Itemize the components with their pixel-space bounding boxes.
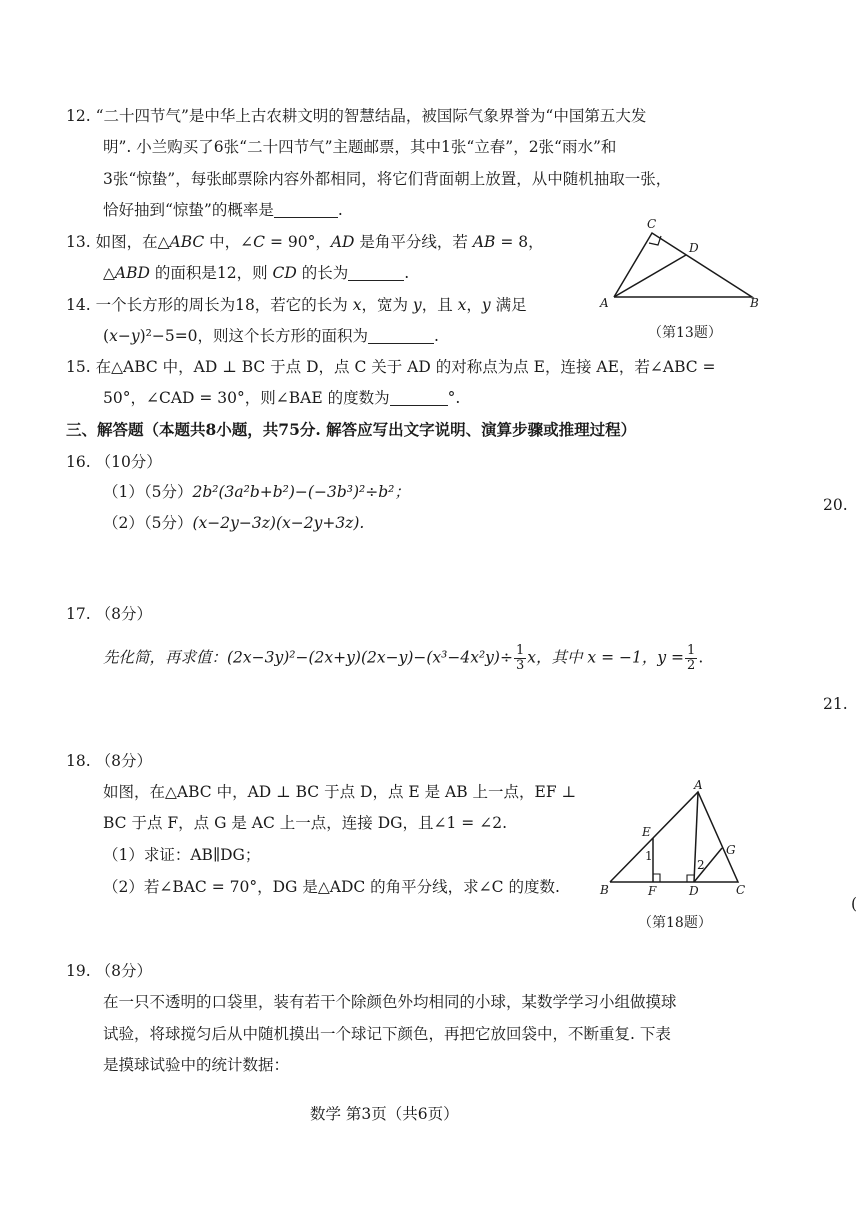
q13-var: C bbox=[253, 233, 266, 251]
segment-ad bbox=[614, 255, 686, 297]
q16-part1-label: （1）（5分） bbox=[103, 483, 193, 501]
q18-line2: BC 于点 F，点 G 是 AC 上一点，连接 DG，且∠1 = ∠2. bbox=[103, 814, 507, 832]
label-f: F bbox=[648, 884, 657, 898]
frac-denominator: 2 bbox=[687, 658, 696, 673]
q13-text: 中，∠ bbox=[204, 233, 254, 251]
figure-18-caption: （第18题） bbox=[638, 915, 712, 931]
q12-line3: 3张“惊蛰”，每张邮票除内容外都相同，将它们背面朝上放置，从中随机抽取一张， bbox=[103, 170, 672, 188]
q14-text: 14. 一个长方形的周长为18，若它的长为 bbox=[66, 296, 353, 314]
label-d: D bbox=[689, 241, 699, 255]
q16-part1 bbox=[103, 481, 410, 503]
q16-header: 16. （10分） bbox=[66, 453, 162, 471]
q18-part1: （1）求证：AB∥DG； bbox=[103, 846, 261, 864]
q15-text: 50°，∠CAD = 30°，则∠BAE 的度数为 bbox=[103, 389, 390, 407]
q12-line1: 12. “二十四节气”是中华上古农耕文明的智慧结晶，被国际气象界誉为“中国第五大发 bbox=[66, 107, 647, 125]
q14-text: ，且 bbox=[421, 296, 458, 314]
q12-period: . bbox=[337, 201, 343, 219]
q15-line1: 15. 在△ABC 中，AD ⊥ BC 于点 D，点 C 关于 AD 的对称点为点 E，连接 AE，若∠ABC = bbox=[66, 358, 716, 376]
side-number-21: 21. bbox=[823, 695, 848, 713]
q13-var: ABD bbox=[114, 264, 150, 282]
q18-part2: （2）若∠BAC = 70°，DG 是△ADC 的角平分线，求∠C 的度数. bbox=[103, 878, 560, 896]
q16-part2-label: （2）（5分） bbox=[103, 514, 193, 532]
q15-text: °. bbox=[447, 389, 461, 407]
q14-text: ， bbox=[466, 296, 482, 314]
q14-period: . bbox=[434, 327, 439, 345]
q18-header: 18. （8分） bbox=[66, 752, 152, 770]
q14-text: − bbox=[117, 327, 131, 345]
q13-text: = 90°， bbox=[265, 233, 331, 251]
label-b: B bbox=[600, 883, 609, 897]
q12-answer-blank[interactable] bbox=[274, 201, 338, 218]
figure-13 bbox=[596, 215, 766, 315]
q19-header: 19. （8分） bbox=[66, 962, 152, 980]
label-c: C bbox=[736, 883, 746, 897]
triangle-abc bbox=[610, 792, 738, 882]
figure-13-caption: （第13题） bbox=[648, 325, 722, 341]
q14-var-x: x bbox=[109, 327, 118, 345]
q15-answer-blank[interactable] bbox=[390, 389, 448, 406]
q17-fraction-one-half bbox=[685, 644, 697, 673]
frac-numerator: 1 bbox=[687, 643, 696, 658]
q12-line2: 明”. 小兰购买了6张“二十四节气”主题邮票，其中1张“立春”，2张“雨水”和 bbox=[103, 138, 617, 156]
q13-text: 是角平分线，若 bbox=[354, 233, 473, 251]
q13-answer-blank[interactable] bbox=[348, 264, 404, 281]
q12-text: 恰好抽到“惊蛰”的概率是 bbox=[103, 201, 274, 219]
q12-line4 bbox=[103, 199, 343, 221]
triangle-abc bbox=[614, 233, 752, 297]
q17-expr: x，其中 x = −1，y = bbox=[527, 648, 685, 667]
label-c: C bbox=[647, 217, 657, 231]
q14-text: ，宽为 bbox=[361, 296, 413, 314]
q16-part2 bbox=[103, 512, 364, 534]
q19-line2: 试验，将球搅匀后从中随机摸出一个球记下颜色，再把它放回袋中，不断重复. 下表 bbox=[103, 1025, 671, 1043]
q14-line2 bbox=[103, 325, 439, 347]
q19-line1: 在一只不透明的口袋里，装有若干个除颜色外均相同的小球，某数学学习小组做摸球 bbox=[103, 993, 677, 1011]
q13-var: ABC bbox=[169, 233, 205, 251]
q13-period: . bbox=[404, 264, 410, 282]
label-e: E bbox=[642, 825, 651, 839]
q17-body bbox=[103, 644, 703, 673]
right-angle-mark-f bbox=[653, 874, 660, 882]
q15-line2 bbox=[103, 387, 460, 409]
q17-header: 17. （8分） bbox=[66, 605, 152, 623]
side-number-20: 20. bbox=[823, 496, 848, 514]
q14-var-y: y bbox=[130, 327, 140, 345]
right-angle-mark-d bbox=[687, 875, 694, 882]
q13-line2 bbox=[103, 262, 409, 284]
q17-period: . bbox=[698, 648, 704, 667]
q13-text: 13. 如图，在△ bbox=[66, 233, 170, 251]
q14-line1 bbox=[66, 294, 527, 316]
q13-text: = 8， bbox=[495, 233, 544, 251]
side-paren: ( bbox=[851, 895, 858, 913]
q13-text: 的长为 bbox=[296, 264, 349, 282]
q18-line1: 如图，在△ABC 中，AD ⊥ BC 于点 D，点 E 是 AB 上一点，EF ⊥ bbox=[103, 783, 577, 801]
q13-text: 的面积是12，则 bbox=[149, 264, 273, 282]
q17-fraction-one-third bbox=[514, 644, 526, 673]
q16-part1-expr: 2b²(3a²b+b²)−(−3b³)²÷b²； bbox=[192, 483, 410, 501]
q13-line1 bbox=[66, 231, 544, 253]
q13-var: AB bbox=[472, 233, 496, 251]
label-angle-1: 1 bbox=[645, 849, 653, 863]
q14-text: ( bbox=[103, 327, 110, 345]
q16-part2-expr: (x−2y−3z)(x−2y+3z). bbox=[192, 514, 365, 532]
q13-var: CD bbox=[272, 264, 297, 282]
frac-numerator: 1 bbox=[515, 643, 525, 658]
section3-title: 三、解答题（本题共8小题，共75分. 解答应写出文字说明、演算步骤或推理过程） bbox=[66, 420, 637, 439]
frac-denominator: 3 bbox=[515, 658, 525, 673]
label-g: G bbox=[726, 843, 736, 857]
q14-text: 满足 bbox=[490, 296, 527, 314]
label-angle-2: 2 bbox=[697, 858, 705, 872]
q14-text: )²−5=0，则这个长方形的面积为 bbox=[139, 327, 369, 345]
q14-var-x: x bbox=[352, 296, 362, 314]
label-b: B bbox=[750, 296, 759, 310]
q17-expr: 先化简，再求值：(2x−3y)²−(2x+y)(2x−y)−(x³−4x²y)÷ bbox=[103, 648, 513, 667]
q14-var-y: y bbox=[412, 296, 422, 314]
q19-line3: 是摸球试验中的统计数据： bbox=[103, 1056, 290, 1074]
q13-text: △ bbox=[103, 264, 115, 282]
label-a: A bbox=[694, 778, 703, 792]
q14-answer-blank[interactable] bbox=[368, 327, 434, 344]
q14-var-y: y bbox=[481, 296, 491, 314]
q13-var: AD bbox=[330, 233, 355, 251]
label-d: D bbox=[689, 884, 699, 898]
q14-var-x: x bbox=[457, 296, 467, 314]
page-footer: 数学 第3页（共6页） bbox=[310, 1105, 459, 1123]
label-a: A bbox=[600, 296, 609, 310]
figure-18 bbox=[598, 780, 758, 900]
